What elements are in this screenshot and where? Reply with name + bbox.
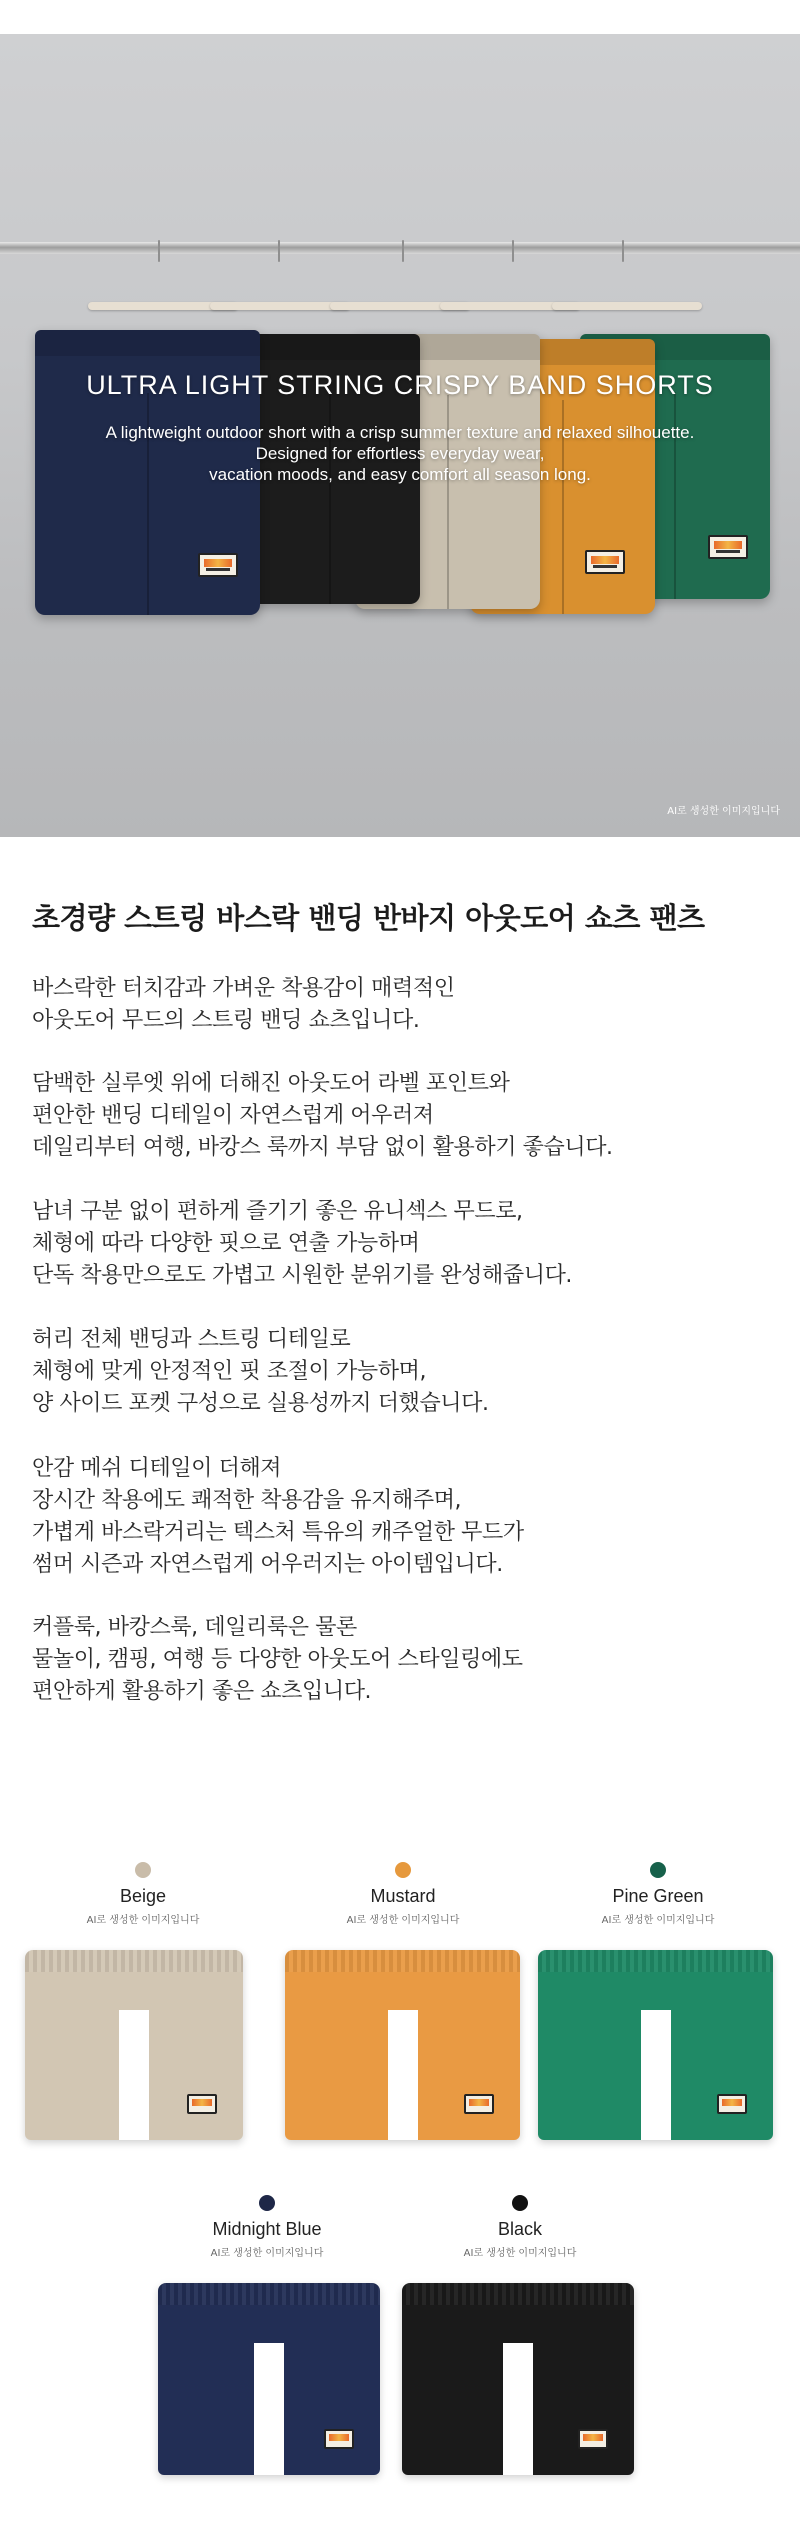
product-image-pine-green: [538, 1950, 773, 2140]
color-swatch: [135, 1862, 151, 1878]
description-paragraph: [32, 1453, 524, 1581]
description-line: 물놀이, 캠핑, 여행 등 다양한 아웃도어 스타일링에도: [32, 1647, 523, 1672]
description-line: 체형에 따라 다양한 핏으로 연출 가능하며: [32, 1231, 420, 1256]
description-paragraph: [32, 1612, 523, 1708]
description-line: 안감 메쉬 디테일이 더해져: [32, 1456, 282, 1481]
ai-image-note: AI로 생성한 이미지입니다: [463, 2248, 577, 2259]
product-title: 초경량 스트링 바스락 밴딩 반바지 아웃도어 쇼츠 팬츠: [32, 901, 705, 935]
product-image-black: [402, 2283, 634, 2475]
description-line: 편안한 밴딩 디테일이 자연스럽게 어우러져: [32, 1103, 434, 1128]
description-line: 담백한 실루엣 위에 더해진 아웃도어 라벨 포인트와: [32, 1071, 510, 1096]
ai-image-note: AI로 생성한 이미지입니다: [346, 1915, 460, 1926]
color-swatch: [395, 1862, 411, 1878]
color-name: Midnight Blue: [212, 2219, 322, 2239]
color-swatch: [259, 2195, 275, 2211]
color-variant-midnight-blue: [137, 2195, 397, 2259]
description-line: 아웃도어 무드의 스트링 밴딩 쇼츠입니다.: [32, 1008, 420, 1033]
description-paragraph: [32, 1068, 613, 1164]
hanger: [552, 302, 702, 310]
description-line: 편안하게 활용하기 좋은 쇼츠입니다.: [32, 1679, 372, 1704]
color-variant-pine-green: [528, 1862, 788, 1926]
hanger-hook: [158, 240, 160, 262]
description-line: 가볍게 바스락거리는 텍스처 특유의 캐주얼한 무드가: [32, 1520, 524, 1545]
hanger-hook: [512, 240, 514, 262]
hero-subtitle-line: A lightweight outdoor short with a crisp summer texture and relaxed silhouette.: [105, 423, 695, 442]
description-line: 커플룩, 바캉스룩, 데일리룩은 물론: [32, 1615, 357, 1640]
color-swatch: [512, 2195, 528, 2211]
hanger-hook: [402, 240, 404, 262]
description-line: 양 사이드 포켓 구성으로 실용성까지 더했습니다.: [32, 1391, 489, 1416]
ai-image-note: AI로 생성한 이미지입니다: [601, 1915, 715, 1926]
description-line: 바스락한 터치감과 가벼운 착용감이 매력적인: [32, 976, 455, 1001]
hero-subtitle: [0, 422, 800, 485]
product-image-midnight-blue: [158, 2283, 380, 2475]
color-variant-mustard: [273, 1862, 533, 1926]
hanger-hook: [278, 240, 280, 262]
clothing-rail: [0, 242, 800, 254]
color-name: Pine Green: [612, 1886, 704, 1906]
description-paragraph: [32, 1196, 572, 1292]
description-line: 데일리부터 여행, 바캉스 룩까지 부담 없이 활용하기 좋습니다.: [32, 1135, 613, 1160]
description-line: 체형에 맞게 안정적인 핏 조절이 가능하며,: [32, 1359, 427, 1384]
color-name: Mustard: [370, 1886, 436, 1906]
color-swatch: [650, 1862, 666, 1878]
description-paragraph: [32, 973, 455, 1037]
product-image-beige: [25, 1950, 243, 2140]
color-variant-black: [390, 2195, 650, 2259]
hero-subtitle-line: vacation moods, and easy comfort all season long.: [209, 465, 591, 484]
hanger-hook: [622, 240, 624, 262]
color-variant-beige: [13, 1862, 273, 1926]
hero-subtitle-line: Designed for effortless everyday wear,: [255, 444, 545, 463]
hero-ai-credit: AI로 생성한 이미지입니다: [667, 806, 780, 817]
description-line: 단독 착용만으로도 가볍고 시원한 분위기를 완성해줍니다.: [32, 1263, 573, 1288]
product-image-mustard: [285, 1950, 520, 2140]
ai-image-note: AI로 생성한 이미지입니다: [86, 1915, 200, 1926]
description-line: 허리 전체 밴딩과 스트링 디테일로: [32, 1327, 351, 1352]
description-line: 장시간 착용에도 쾌적한 착용감을 유지해주며,: [32, 1488, 462, 1513]
hanger: [210, 302, 350, 310]
color-name: Black: [497, 2219, 542, 2239]
hero-title: ULTRA LIGHT STRING CRISPY BAND SHORTS: [86, 370, 714, 400]
description-line: 썸머 시즌과 자연스럽게 어우러지는 아이템입니다.: [32, 1552, 503, 1577]
ai-image-note: AI로 생성한 이미지입니다: [210, 2248, 324, 2259]
description-paragraph: [32, 1324, 489, 1420]
description-line: 남녀 구분 없이 편하게 즐기기 좋은 유니섹스 무드로,: [32, 1199, 523, 1224]
hero-banner: [0, 34, 800, 837]
color-name: Beige: [119, 1886, 167, 1906]
